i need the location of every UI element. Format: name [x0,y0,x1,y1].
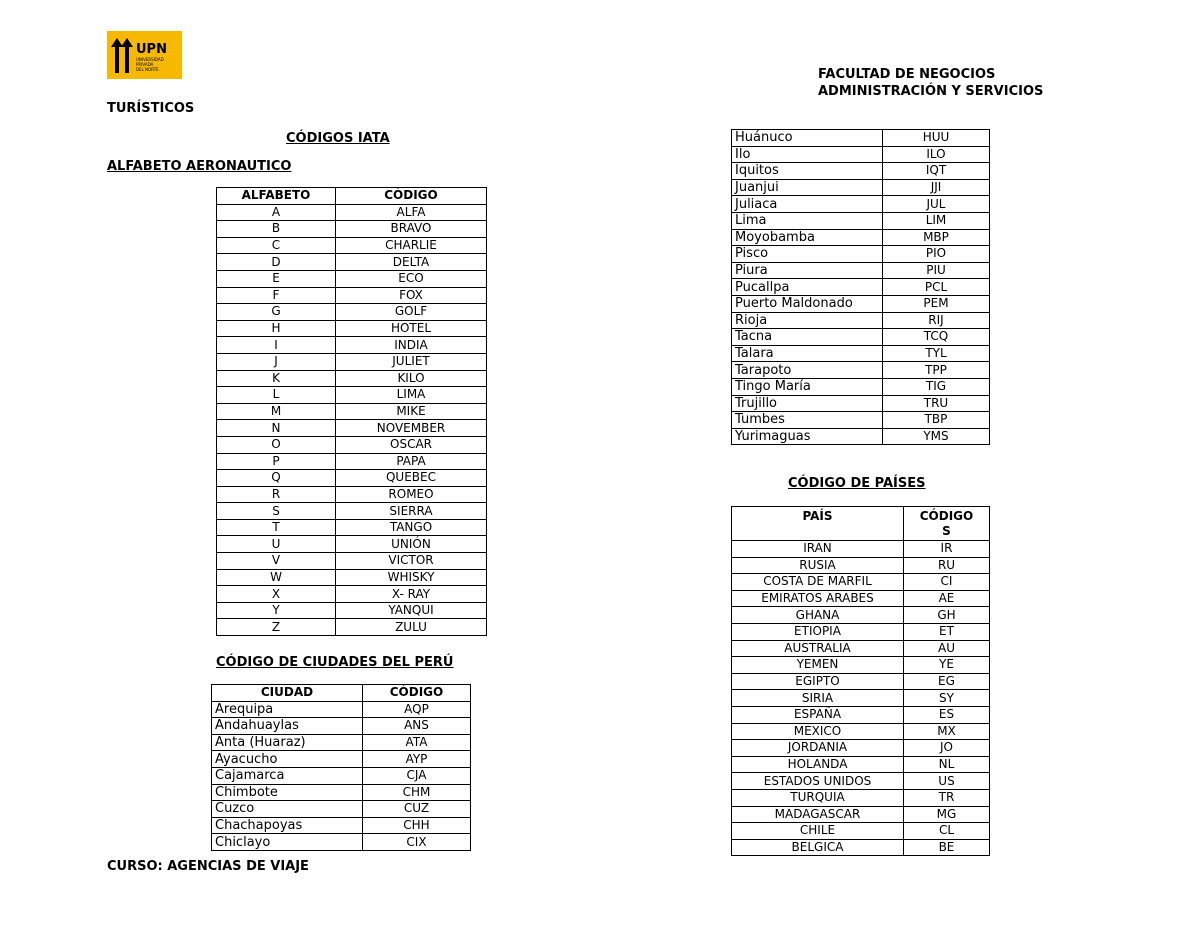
table-cell: Tumbes [732,412,883,429]
table-row [732,196,990,213]
table-row [732,607,990,624]
table-row [732,246,990,263]
table-row [732,395,990,412]
table-cell: F [217,287,336,304]
column-header: CÓDIGO [363,685,471,702]
table-cell: JUL [883,196,990,213]
table-cell: G [217,304,336,321]
table-row [217,287,487,304]
table-row [217,536,487,553]
table-cell: VICTOR [336,553,487,570]
table-row [732,279,990,296]
table-row [732,345,990,362]
table-cell: J [217,353,336,370]
table-cell: Yurimaguas [732,428,883,445]
table-header-row [217,188,487,205]
table-cell: T [217,519,336,536]
table-cell: B [217,221,336,238]
table-row [217,337,487,354]
table-cell: U [217,536,336,553]
cities-cont-table-body [732,130,990,445]
table-row [732,657,990,674]
logo-tagline-3: DEL NORTE [136,67,159,72]
table-cell: TPP [883,362,990,379]
table-cell: Iquitos [732,163,883,180]
table-row [732,312,990,329]
countries-title: CÓDIGO DE PAÍSES [788,476,926,491]
table-row [732,179,990,196]
table-cell: BRAVO [336,221,487,238]
table-row [217,586,487,603]
table-cell: Talara [732,345,883,362]
table-cell: GHANA [732,607,904,624]
table-row [217,403,487,420]
table-cell: ATA [363,734,471,751]
table-cell: OSCAR [336,436,487,453]
table-cell: CL [904,823,990,840]
table-cell: MIKE [336,403,487,420]
table-cell: BELGICA [732,839,904,856]
table-cell: X [217,586,336,603]
table-cell: CJA [363,767,471,784]
table-cell: E [217,270,336,287]
table-row [212,834,471,851]
table-cell: Arequipa [212,701,363,718]
table-row [732,673,990,690]
table-cell: Rioja [732,312,883,329]
table-cell: Cajamarca [212,767,363,784]
table-row [732,541,990,558]
table-row [217,453,487,470]
table-cell: L [217,387,336,404]
table-cell: Chiclayo [212,834,363,851]
table-cell: UNIÓN [336,536,487,553]
table-cell: PIO [883,246,990,263]
table-cell: TIG [883,378,990,395]
table-row [732,329,990,346]
table-row [217,204,487,221]
table-cell: ILO [883,146,990,163]
table-cell: ANS [363,718,471,735]
table-row [217,270,487,287]
table-cell: FOX [336,287,487,304]
cities-title: CÓDIGO DE CIUDADES DEL PERÚ [216,655,454,670]
table-cell: CIX [363,834,471,851]
cities-cont-table [731,129,990,445]
table-row [732,706,990,723]
table-cell: Ilo [732,146,883,163]
table-cell: I [217,337,336,354]
table-cell: CHH [363,817,471,834]
cities-table [211,684,471,851]
table-cell: HUU [883,130,990,147]
table-row [217,436,487,453]
alphabet-table [216,187,487,636]
logo-tagline-2: PRIVADA [136,62,154,67]
table-cell: Z [217,619,336,636]
table-cell: ALFA [336,204,487,221]
program-name-cont: TURÍSTICOS [107,101,195,116]
upn-logo-mark [107,31,182,79]
table-cell: Moyobamba [732,229,883,246]
table-cell: SY [904,690,990,707]
table-row [217,553,487,570]
table-row [217,221,487,238]
table-cell: TYL [883,345,990,362]
table-row [217,420,487,437]
table-row [217,320,487,337]
column-header: CIUDAD [212,685,363,702]
table-row [732,590,990,607]
column-header: CÓDIGO [336,188,487,205]
table-cell: AE [904,590,990,607]
table-row [732,362,990,379]
table-cell: MG [904,806,990,823]
table-cell: Q [217,470,336,487]
table-cell: MX [904,723,990,740]
table-row [212,817,471,834]
course-name: CURSO: AGENCIAS DE VIAJE [107,859,309,874]
column-header: PAÍS [732,507,904,541]
table-row [212,767,471,784]
table-cell: ES [904,706,990,723]
table-row [212,801,471,818]
table-row [212,701,471,718]
table-cell: RIJ [883,312,990,329]
table-cell: R [217,486,336,503]
table-row [732,773,990,790]
table-cell: W [217,569,336,586]
table-cell: LIM [883,212,990,229]
table-row [212,751,471,768]
table-row [732,295,990,312]
table-cell: Juanjui [732,179,883,196]
table-cell: Tarapoto [732,362,883,379]
table-cell: GOLF [336,304,487,321]
table-row [732,146,990,163]
table-cell: TR [904,789,990,806]
table-cell: TCQ [883,329,990,346]
table-cell: AQP [363,701,471,718]
table-row [217,353,487,370]
table-cell: Huánuco [732,130,883,147]
table-cell: COSTA DE MARFIL [732,574,904,591]
table-cell: Chachapoyas [212,817,363,834]
table-cell: Tingo María [732,378,883,395]
table-row [732,806,990,823]
table-cell: HOTEL [336,320,487,337]
table-cell: M [217,403,336,420]
countries-table-body [732,541,990,856]
table-cell: US [904,773,990,790]
table-row [212,734,471,751]
table-cell: IQT [883,163,990,180]
table-cell: MADAGASCAR [732,806,904,823]
table-cell: YEMEN [732,657,904,674]
logo-text: UPN [136,42,167,57]
table-cell: ESTADOS UNIDOS [732,773,904,790]
table-cell: EG [904,673,990,690]
table-cell: MBP [883,229,990,246]
table-row [732,130,990,147]
table-row [217,619,487,636]
table-cell: Chimbote [212,784,363,801]
table-cell: PIU [883,262,990,279]
table-cell: S [217,503,336,520]
table-cell: IRAN [732,541,904,558]
table-cell: INDIA [336,337,487,354]
table-cell: EMIRATOS ARABES [732,590,904,607]
table-cell: HOLANDA [732,756,904,773]
table-cell: Pucallpa [732,279,883,296]
table-cell: WHISKY [336,569,487,586]
table-row [732,574,990,591]
table-row [732,839,990,856]
table-cell: AYP [363,751,471,768]
table-cell: BE [904,839,990,856]
table-row [217,519,487,536]
table-cell: ZULU [336,619,487,636]
table-cell: DELTA [336,254,487,271]
table-cell: D [217,254,336,271]
table-row [212,784,471,801]
table-row [217,602,487,619]
table-cell: Pisco [732,246,883,263]
table-cell: JJI [883,179,990,196]
program-name: ADMINISTRACIÓN Y SERVICIOS [818,84,1044,99]
table-cell: KILO [336,370,487,387]
alphabet-title: ALFABETO AERONAUTICO [107,159,292,174]
table-cell: ETIOPIA [732,623,904,640]
table-cell: O [217,436,336,453]
table-cell: RUSIA [732,557,904,574]
table-row [732,623,990,640]
table-cell: EGIPTO [732,673,904,690]
table-row [732,823,990,840]
table-cell: SIERRA [336,503,487,520]
table-cell: Piura [732,262,883,279]
countries-table [731,506,990,856]
table-cell: TURQUIA [732,789,904,806]
table-row [212,718,471,735]
table-cell: QUEBEC [336,470,487,487]
table-cell: GH [904,607,990,624]
table-cell: CHILE [732,823,904,840]
table-cell: MEXICO [732,723,904,740]
table-row [732,557,990,574]
table-cell: N [217,420,336,437]
table-cell: P [217,453,336,470]
table-row [732,163,990,180]
upn-logo [107,31,182,79]
table-cell: AU [904,640,990,657]
table-cell: YMS [883,428,990,445]
table-cell: PCL [883,279,990,296]
table-row [732,212,990,229]
table-row [217,503,487,520]
table-header-row [212,685,471,702]
table-cell: Puerto Maldonado [732,295,883,312]
table-row [732,640,990,657]
table-cell: PEM [883,295,990,312]
table-cell: RU [904,557,990,574]
table-cell: NL [904,756,990,773]
table-cell: Lima [732,212,883,229]
table-cell: YANQUI [336,602,487,619]
table-row [732,740,990,757]
table-cell: TANGO [336,519,487,536]
table-cell: ESPAÑA [732,706,904,723]
table-row [732,262,990,279]
table-cell: AUSTRALIA [732,640,904,657]
table-cell: Tacna [732,329,883,346]
table-cell: JORDANIA [732,740,904,757]
table-cell: ECO [336,270,487,287]
table-row [217,370,487,387]
table-cell: Juliaca [732,196,883,213]
faculty-name: FACULTAD DE NEGOCIOS [818,67,996,82]
column-header: CÓDIGO S [904,507,990,541]
table-row [217,470,487,487]
table-cell: K [217,370,336,387]
table-row [217,486,487,503]
table-row [732,378,990,395]
column-header: ALFABETO [217,188,336,205]
table-row [732,756,990,773]
table-row [732,789,990,806]
table-cell: V [217,553,336,570]
table-cell: CUZ [363,801,471,818]
table-cell: JO [904,740,990,757]
table-cell: YE [904,657,990,674]
table-cell: TBP [883,412,990,429]
table-header-row [732,507,990,541]
table-cell: ROMEO [336,486,487,503]
table-cell: Andahuaylas [212,718,363,735]
table-row [732,690,990,707]
table-cell: X- RAY [336,586,487,603]
table-cell: CHM [363,784,471,801]
table-row [217,254,487,271]
table-cell: CI [904,574,990,591]
table-cell: ET [904,623,990,640]
table-row [732,428,990,445]
alphabet-table-body [217,204,487,635]
main-title: CÓDIGOS IATA [286,131,390,146]
table-row [217,569,487,586]
table-row [732,229,990,246]
table-cell: SIRIA [732,690,904,707]
table-row [217,237,487,254]
table-cell: LIMA [336,387,487,404]
table-cell: Ayacucho [212,751,363,768]
table-cell: Trujillo [732,395,883,412]
table-cell: CHARLIE [336,237,487,254]
table-cell: C [217,237,336,254]
table-row [217,387,487,404]
table-cell: PAPA [336,453,487,470]
table-row [732,412,990,429]
table-cell: NOVEMBER [336,420,487,437]
table-row [217,304,487,321]
table-cell: Cuzco [212,801,363,818]
table-cell: A [217,204,336,221]
table-cell: TRU [883,395,990,412]
logo-tagline-1: UNIVERSIDAD [136,57,164,62]
table-row [732,723,990,740]
cities-table-body [212,701,471,850]
table-cell: Y [217,602,336,619]
table-cell: H [217,320,336,337]
table-cell: JULIET [336,353,487,370]
table-cell: Anta (Huaraz) [212,734,363,751]
table-cell: IR [904,541,990,558]
